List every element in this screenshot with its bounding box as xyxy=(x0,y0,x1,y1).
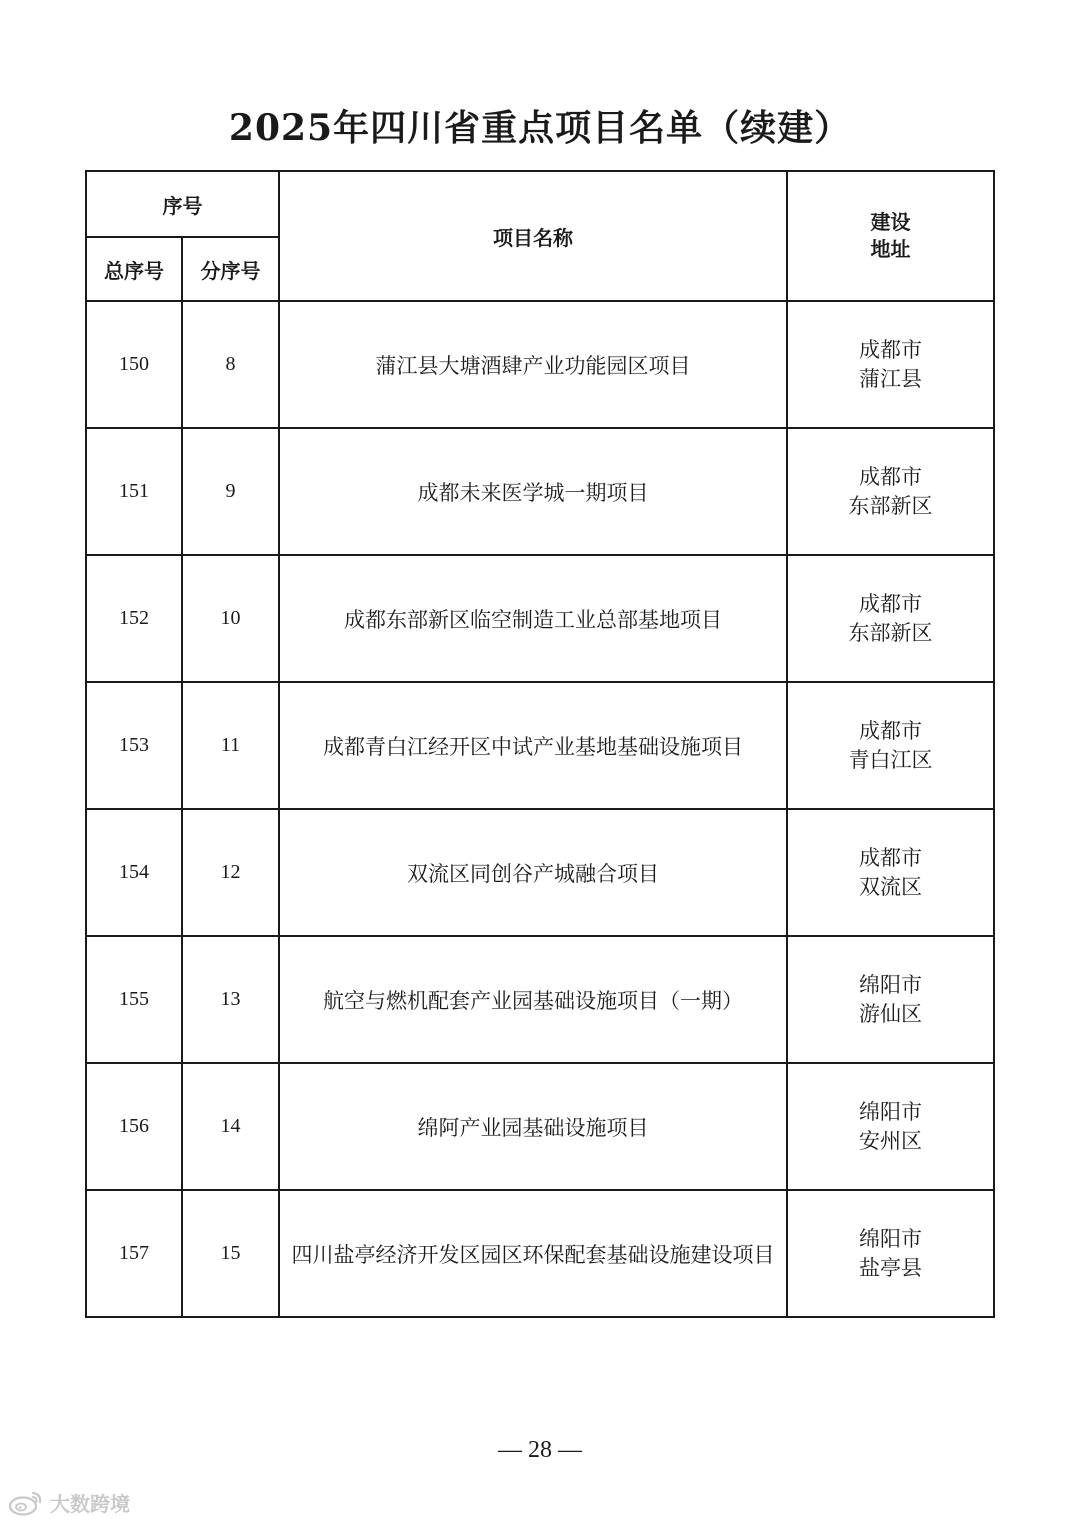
location-city: 成都市 xyxy=(859,337,922,362)
header-location xyxy=(787,171,994,301)
total-seq-cell: 150 xyxy=(86,301,182,428)
header-project-name: 项目名称 xyxy=(279,171,787,301)
location-cell xyxy=(787,428,994,555)
location-district: 双流区 xyxy=(859,874,922,899)
table-row xyxy=(86,555,994,682)
header-sub-seq: 分序号 xyxy=(182,237,279,301)
project-name-cell: 成都青白江经开区中试产业基地基础设施项目 xyxy=(279,682,787,809)
location-city: 绵阳市 xyxy=(859,972,922,997)
table-row xyxy=(86,301,994,428)
sub-seq-cell: 11 xyxy=(182,682,279,809)
location-city: 绵阳市 xyxy=(859,1226,922,1251)
table-row xyxy=(86,936,994,1063)
sub-seq-cell: 15 xyxy=(182,1190,279,1317)
project-name-cell: 四川盐亭经济开发区园区环保配套基础设施建设项目 xyxy=(279,1190,787,1317)
location-city: 绵阳市 xyxy=(859,1099,922,1124)
sub-seq-cell: 8 xyxy=(182,301,279,428)
sub-seq-cell: 13 xyxy=(182,936,279,1063)
page-number: — 28 — xyxy=(498,1437,582,1463)
total-seq-cell: 153 xyxy=(86,682,182,809)
location-city: 成都市 xyxy=(859,464,922,489)
header-row-1 xyxy=(86,171,994,237)
table-row xyxy=(86,682,994,809)
total-seq-cell: 151 xyxy=(86,428,182,555)
weibo-logo-icon xyxy=(8,1490,44,1516)
table-row xyxy=(86,1190,994,1317)
location-city: 成都市 xyxy=(859,845,922,870)
location-cell xyxy=(787,555,994,682)
sub-seq-cell: 14 xyxy=(182,1063,279,1190)
header-total-seq: 总序号 xyxy=(86,237,182,301)
location-district: 盐亭县 xyxy=(859,1255,922,1280)
project-name-cell: 绵阿产业园基础设施项目 xyxy=(279,1063,787,1190)
project-name-cell: 蒲江县大塘酒肆产业功能园区项目 xyxy=(279,301,787,428)
total-seq-cell: 156 xyxy=(86,1063,182,1190)
project-name-cell: 双流区同创谷产城融合项目 xyxy=(279,809,787,936)
project-name-cell: 成都东部新区临空制造工业总部基地项目 xyxy=(279,555,787,682)
location-district: 安州区 xyxy=(859,1128,922,1153)
total-seq-cell: 152 xyxy=(86,555,182,682)
location-district: 青白江区 xyxy=(848,747,933,772)
location-cell xyxy=(787,682,994,809)
project-table xyxy=(85,170,995,1318)
table-row xyxy=(86,428,994,555)
location-district: 蒲江县 xyxy=(859,366,922,391)
location-district: 游仙区 xyxy=(859,1001,922,1026)
project-name-cell: 成都未来医学城一期项目 xyxy=(279,428,787,555)
table-row xyxy=(86,809,994,936)
sub-seq-cell: 12 xyxy=(182,809,279,936)
location-cell xyxy=(787,1190,994,1317)
watermark-text: 大数跨境 xyxy=(50,1492,130,1516)
total-seq-cell: 155 xyxy=(86,936,182,1063)
header-location-line1: 建设 xyxy=(870,210,911,234)
location-district: 东部新区 xyxy=(848,620,933,645)
project-name-cell: 航空与燃机配套产业园基础设施项目（一期） xyxy=(279,936,787,1063)
location-district: 东部新区 xyxy=(848,493,933,518)
location-cell xyxy=(787,809,994,936)
total-seq-cell: 154 xyxy=(86,809,182,936)
location-cell xyxy=(787,936,994,1063)
header-location-line2: 地址 xyxy=(870,237,911,261)
location-city: 成都市 xyxy=(859,591,922,616)
header-seq-group: 序号 xyxy=(86,171,279,237)
total-seq-cell: 157 xyxy=(86,1190,182,1317)
document-title: 2025年四川省重点项目名单（续建） xyxy=(228,107,852,149)
sub-seq-cell: 9 xyxy=(182,428,279,555)
table-row xyxy=(86,1063,994,1190)
location-cell xyxy=(787,301,994,428)
watermark xyxy=(8,1488,130,1517)
sub-seq-cell: 10 xyxy=(182,555,279,682)
location-cell xyxy=(787,1063,994,1190)
location-city: 成都市 xyxy=(859,718,922,743)
